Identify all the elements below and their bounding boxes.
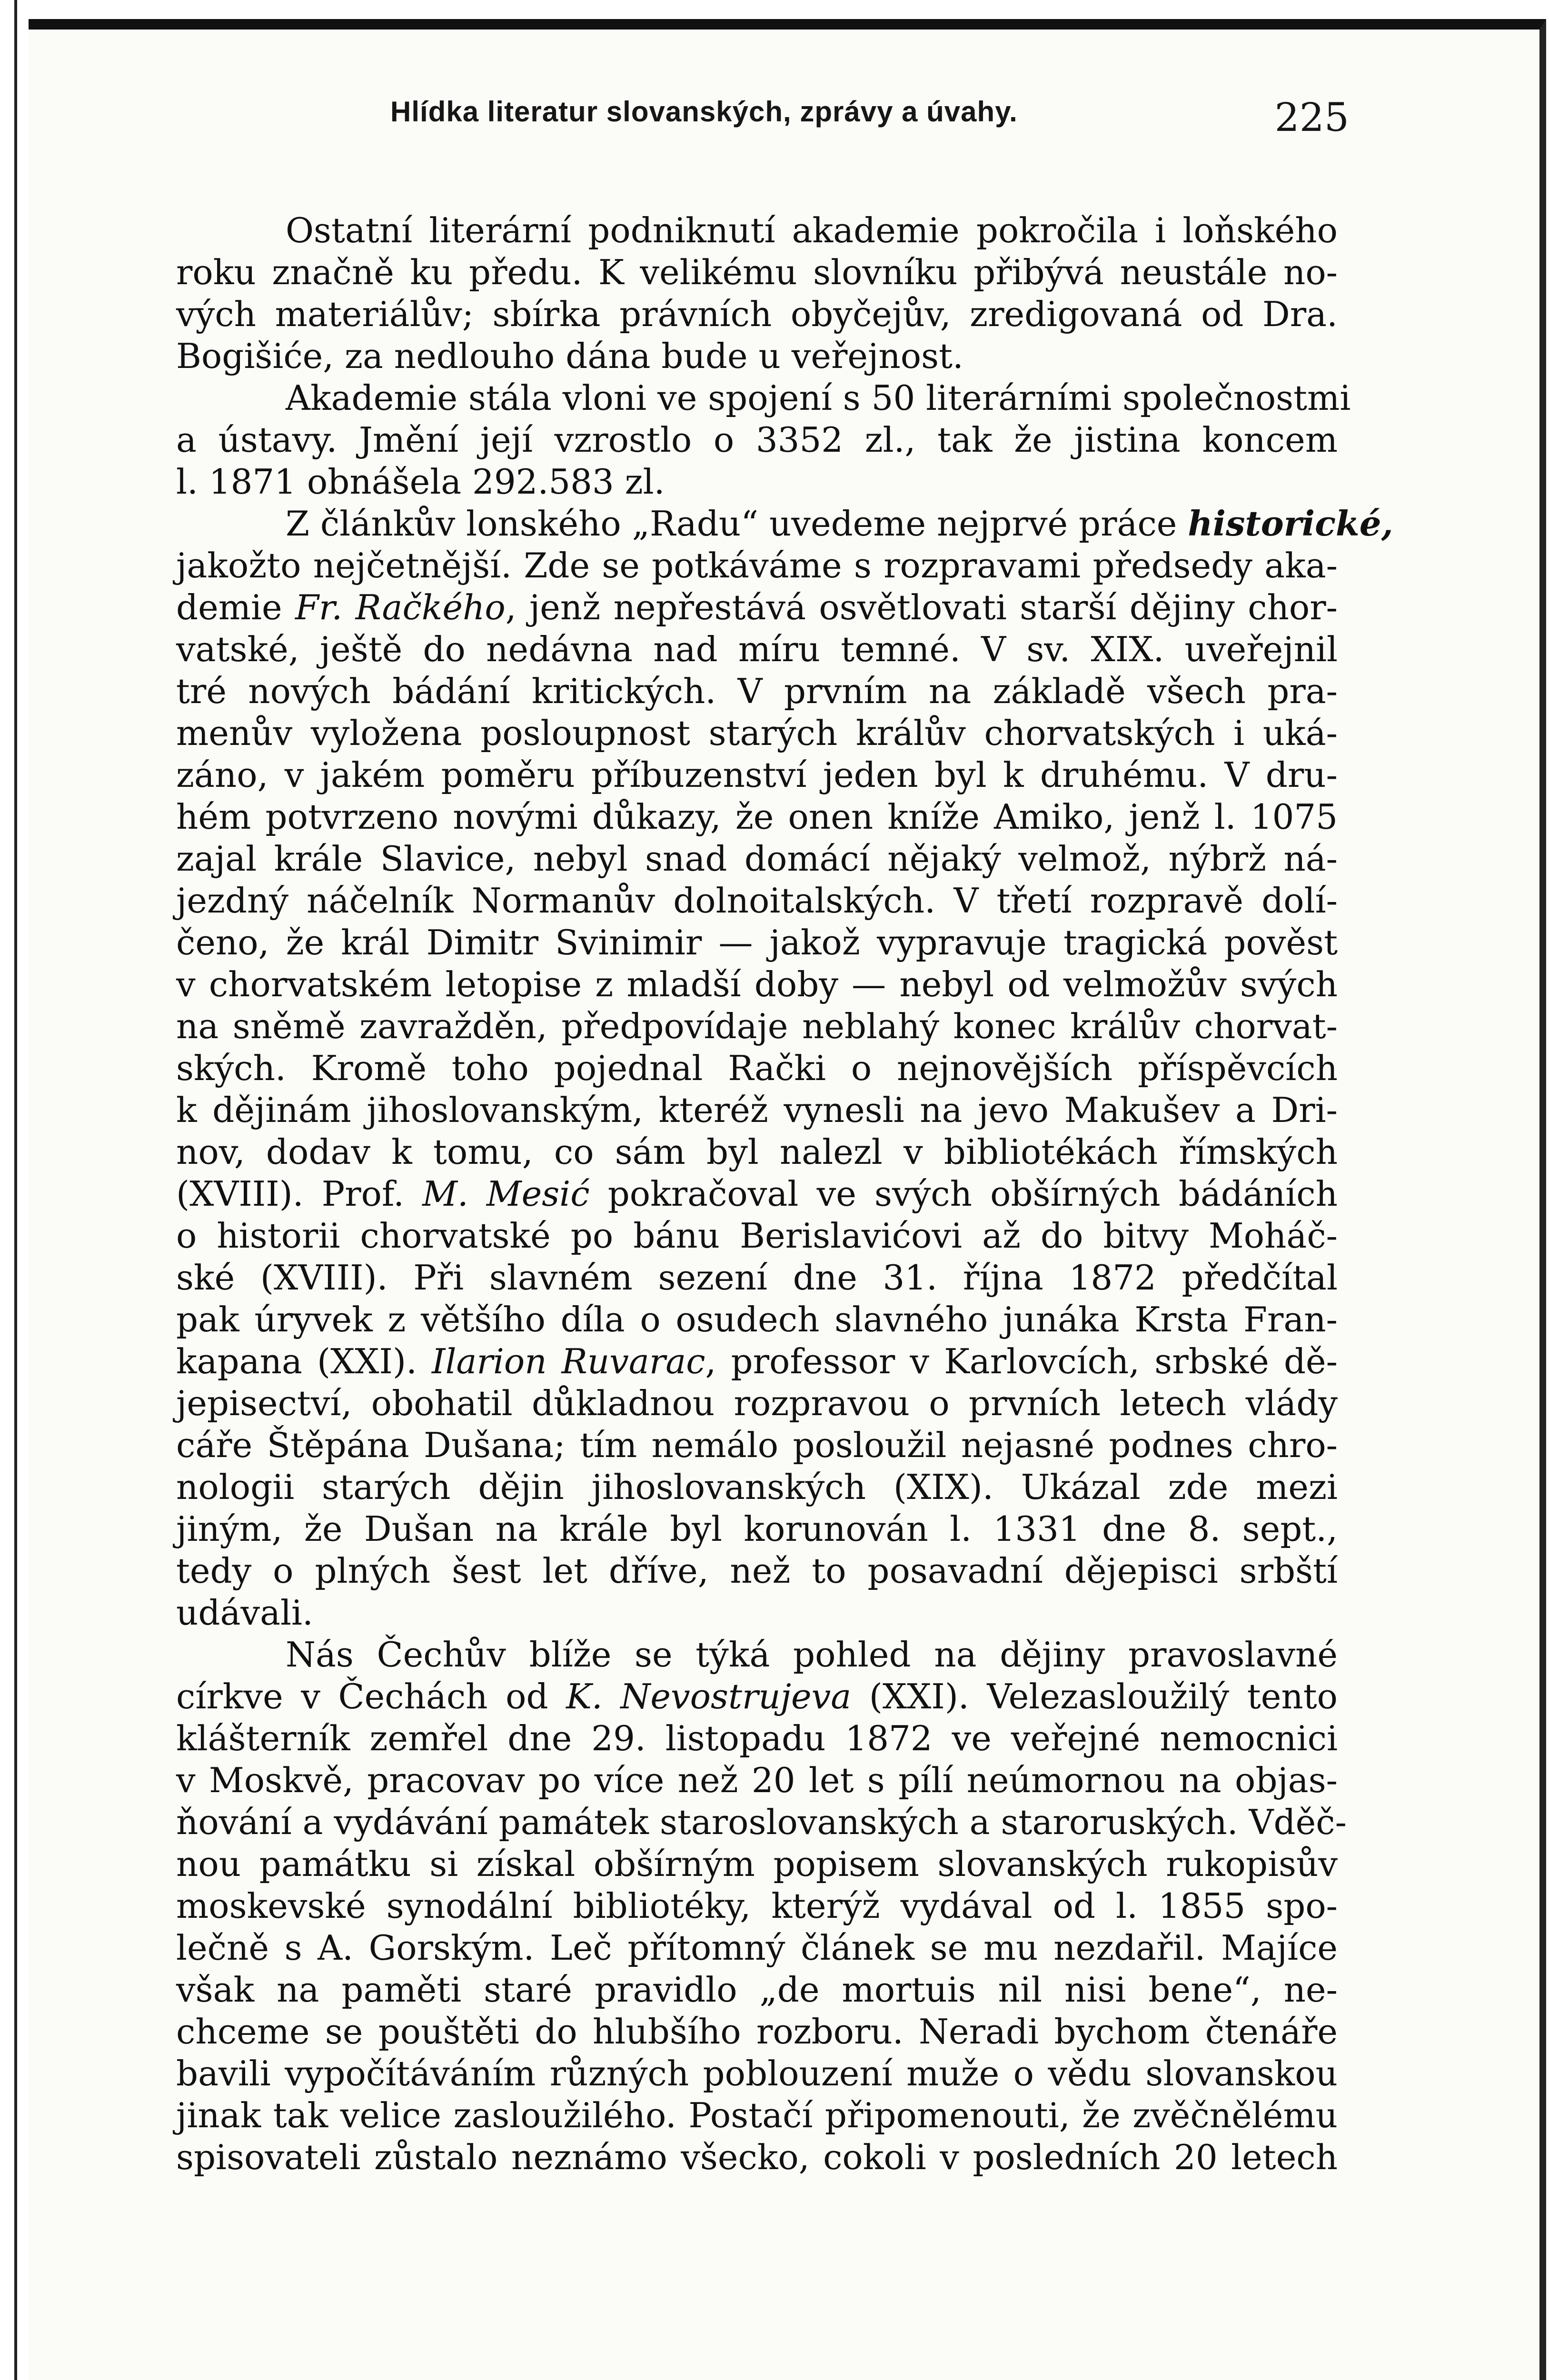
text-line: o historii chorvatské po bánu Berislavićovi až do bitvy Moháč-	[176, 1216, 1338, 1256]
text-line: nou památku si získal obšírným popisem slovanských rukopisův	[176, 1844, 1338, 1884]
text-line: jepisectví, obohatil důkladnou rozpravou o prvních letech vlády	[176, 1383, 1338, 1423]
text-line: ské (XVIII). Při slavném sezení dne 31. října 1872 předčítal	[176, 1258, 1338, 1298]
emphasis-italic: K. Nevostrujeva	[566, 1676, 852, 1716]
text-line: Bogišiće, za nedlouho dána bude u veřejnost.	[176, 336, 963, 376]
book-spine-edge	[0, 0, 29, 2380]
running-title: Hlídka literatur slovanských, zprávy a úvahy.	[390, 96, 1018, 128]
text-line: bavili vypočítáváním různých poblouzení muže o vědu slovanskou	[176, 2053, 1338, 2093]
text-line: ských. Kromě toho pojednal Rački o nejnovějších příspěvcích	[176, 1048, 1338, 1088]
text-line: (XVIII). Prof. M. Mesić pokračoval ve svých obšírných bádáních	[176, 1174, 1338, 1214]
emphasis-italic: Fr. Račkého	[295, 587, 506, 627]
text-line: spisovateli zůstalo neznámo všecko, cokoli v posledních 20 letech	[176, 2137, 1338, 2177]
text-line: Ostatní literární podniknutí akademie pokročila i loňského	[286, 210, 1338, 250]
text-line: a ústavy. Jmění její vzrostlo o 3352 zl., tak že jistina koncem	[176, 420, 1338, 460]
text-line: k dějinám jihoslovanským, kteréž vynesli na jevo Makušev a Dri-	[176, 1090, 1338, 1130]
emphasis-bold: historické,	[1188, 503, 1393, 544]
text-line: klášterník zemřel dne 29. listopadu 1872 ve veřejné nemocnici	[176, 1718, 1338, 1758]
text-line: jezdný náčelník Normanův dolnoitalských. V třetí rozpravě dolí-	[176, 881, 1338, 921]
text-line: udávali.	[176, 1593, 313, 1633]
text-line: chceme se pouštěti do hlubšího rozboru. Neradi bychom čtenáře	[176, 2012, 1338, 2052]
text-line: nov, dodav k tomu, co sám byl nalezl v bibliotékách římských	[176, 1132, 1338, 1172]
emphasis-italic: M. Mesić	[422, 1174, 590, 1214]
text-line: demie Fr. Račkého, jenž nepřestává osvětlovati starší dějiny chor-	[176, 587, 1338, 627]
text-line: jinak tak velice zasloužilého. Postačí připomenouti, že zvěčnělému	[176, 2095, 1338, 2135]
body-text	[176, 209, 1393, 2178]
text-line: čeno, že král Dimitr Svinimir — jakož vypravuje tragická pověst	[176, 922, 1338, 962]
text-line: lečně s A. Gorským. Leč přítomný článek se mu nezdařil. Majíce	[176, 1928, 1338, 1968]
text-line: hém potvrzeno novými důkazy, že onen kníže Amiko, jenž l. 1075	[176, 797, 1338, 837]
page-number: 225	[1274, 95, 1349, 140]
text-line: pak úryvek z většího díla o osudech slavného junáka Krsta Fran-	[176, 1299, 1338, 1339]
text-line: jiným, že Dušan na krále byl korunován l. 1331 dne 8. sept.,	[176, 1509, 1338, 1549]
text-line: jakožto nejčetnější. Zde se potkáváme s rozpravami předsedy aka-	[176, 545, 1338, 585]
text-line: tedy o plných šest let dříve, než to posavadní dějepisci srbští	[176, 1551, 1338, 1591]
text-line: ňování a vydávání památek staroslovanských a staroruských. Vděč-	[176, 1802, 1347, 1842]
text-line: nologii starých dějin jihoslovanských (XIX). Ukázal zde mezi	[176, 1467, 1338, 1507]
text-line: však na paměti staré pravidlo „de mortuis nil nisi bene“, ne-	[176, 1970, 1338, 2010]
running-header	[390, 95, 1349, 128]
text-line: na sněmě zavražděn, předpovídaje neblahý konec králův chorvat-	[176, 1006, 1338, 1046]
text-line: záno, v jakém poměru příbuzenství jeden byl k druhému. V dru-	[176, 755, 1338, 795]
text-line: Nás Čechův blíže se týká pohled na dějiny pravoslavné	[286, 1635, 1338, 1675]
text-line: v Moskvě, pracovav po více než 20 let s pílí neúmornou na objas-	[176, 1760, 1338, 1800]
text-line: Akademie stála vloni ve spojení s 50 literárními společnostmi	[286, 378, 1351, 418]
text-line: menův vyložena posloupnost starých králův chorvatských i uká-	[176, 713, 1338, 753]
text-line: kapana (XXI). Ilarion Ruvarac, professor v Karlovcích, srbské dě-	[176, 1341, 1338, 1381]
text-line: vatské, ještě do nedávna nad míru temné. V sv. XIX. uveřejnil	[176, 629, 1338, 669]
text-line: v chorvatském letopise z mladší doby — nebyl od velmožův svých	[176, 964, 1338, 1004]
text-line: moskevské synodální bibliotéky, kterýž vydával od l. 1855 spo-	[176, 1886, 1338, 1926]
text-line: vých materiálův; sbírka právních obyčejův, zredigovaná od Dra.	[176, 294, 1338, 334]
text-line: Z článkův lonského „Radu“ uvedeme nejprvé práce historické,	[286, 503, 1393, 544]
text-line: l. 1871 obnášela 292.583 zl.	[176, 462, 665, 502]
text-line: církve v Čechách od K. Nevostrujeva (XXI). Velezasloužilý tento	[176, 1676, 1338, 1716]
text-line: zajal krále Slavice, nebyl snad domácí nějaký velmož, nýbrž ná-	[176, 839, 1338, 879]
emphasis-italic: Ilarion Ruvarac	[432, 1341, 705, 1381]
text-line: roku značně ku předu. K velikému slovníku přibývá neustále no-	[176, 252, 1338, 292]
text-line: cáře Štěpána Dušana; tím nemálo posloužil nejasné podnes chro-	[176, 1425, 1338, 1465]
text-line: tré nových bádání kritických. V prvním na základě všech pra-	[176, 671, 1338, 711]
